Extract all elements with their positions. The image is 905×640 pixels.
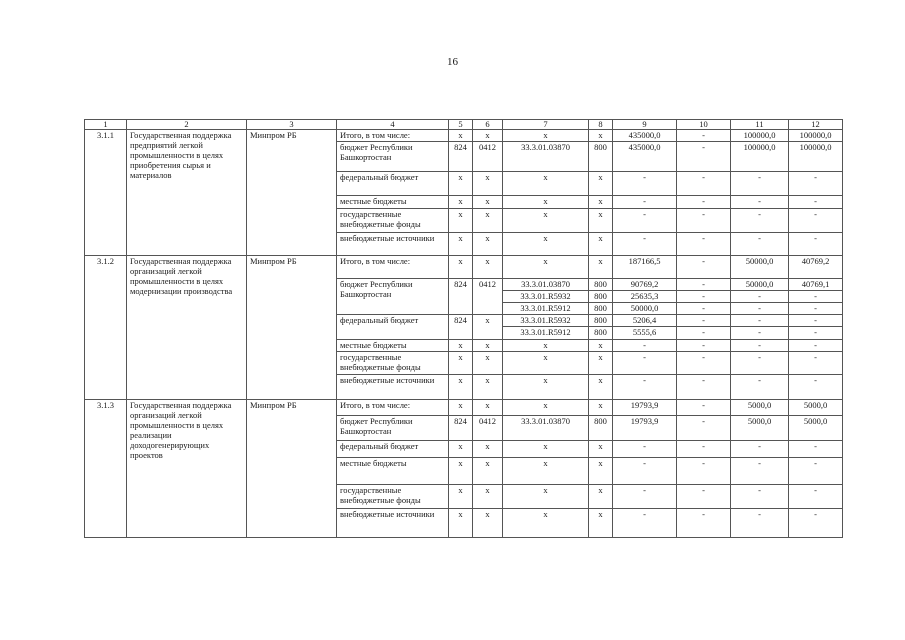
- cell-funding-source: федеральный бюджет: [337, 315, 449, 340]
- cell-item-name: Государственная поддержка организаций легкой промышленности в целях реализации доходогенерирующих проектов: [127, 400, 247, 538]
- cell-grbs-code: х: [449, 458, 473, 485]
- cell-year-12: -: [789, 233, 843, 256]
- cell-section-code: х: [473, 485, 503, 509]
- cell-total: 90769,2: [613, 279, 677, 291]
- cell-grbs-code: х: [449, 509, 473, 538]
- cell-target-article: х: [503, 172, 589, 196]
- cell-year-10: -: [677, 375, 731, 400]
- column-number-12: 12: [789, 120, 843, 130]
- cell-funding-source: Итого, в том числе:: [337, 400, 449, 416]
- cell-year-11: -: [731, 196, 789, 209]
- cell-total: 5206,4: [613, 315, 677, 327]
- cell-grbs-code: х: [449, 130, 473, 142]
- cell-year-11: 5000,0: [731, 416, 789, 441]
- cell-section-code: х: [473, 340, 503, 352]
- cell-year-11: -: [731, 352, 789, 375]
- cell-funding-source: местные бюджеты: [337, 458, 449, 485]
- table-row: [85, 400, 843, 416]
- cell-item-name: Государственная поддержка организаций легкой промышленности в целях модернизации производства: [127, 256, 247, 400]
- table-row: [85, 256, 843, 279]
- cell-grbs-code: х: [449, 196, 473, 209]
- cell-year-11: 100000,0: [731, 130, 789, 142]
- column-number-11: 11: [731, 120, 789, 130]
- column-number-10: 10: [677, 120, 731, 130]
- cell-item-number: 3.1.3: [85, 400, 127, 538]
- cell-grbs-code: х: [449, 375, 473, 400]
- cell-year-10: -: [677, 509, 731, 538]
- cell-year-11: -: [731, 327, 789, 340]
- cell-section-code: х: [473, 315, 503, 340]
- cell-expense-type: 800: [589, 279, 613, 291]
- cell-section-code: х: [473, 172, 503, 196]
- cell-total: -: [613, 233, 677, 256]
- header-row: [85, 120, 843, 130]
- cell-year-10: -: [677, 196, 731, 209]
- cell-expense-type: х: [589, 233, 613, 256]
- cell-target-article: 33.3.01.03870: [503, 142, 589, 172]
- cell-total: 25635,3: [613, 291, 677, 303]
- cell-expense-type: х: [589, 485, 613, 509]
- cell-executor: Минпром РБ: [247, 400, 337, 538]
- cell-funding-source: внебюджетные источники: [337, 375, 449, 400]
- cell-year-11: -: [731, 375, 789, 400]
- cell-year-11: 100000,0: [731, 142, 789, 172]
- cell-year-12: -: [789, 315, 843, 327]
- cell-year-12: -: [789, 291, 843, 303]
- cell-expense-type: 800: [589, 303, 613, 315]
- column-number-8: 8: [589, 120, 613, 130]
- cell-year-10: -: [677, 233, 731, 256]
- cell-grbs-code: х: [449, 233, 473, 256]
- cell-year-10: -: [677, 340, 731, 352]
- cell-expense-type: х: [589, 458, 613, 485]
- cell-target-article: х: [503, 233, 589, 256]
- cell-grbs-code: 824: [449, 142, 473, 172]
- cell-grbs-code: х: [449, 256, 473, 279]
- cell-year-11: -: [731, 315, 789, 327]
- cell-expense-type: 800: [589, 291, 613, 303]
- cell-target-article: 33.3.01.R5912: [503, 303, 589, 315]
- column-number-6: 6: [473, 120, 503, 130]
- cell-grbs-code: х: [449, 485, 473, 509]
- cell-year-10: -: [677, 327, 731, 340]
- cell-expense-type: х: [589, 256, 613, 279]
- cell-year-10: -: [677, 485, 731, 509]
- cell-year-12: 5000,0: [789, 416, 843, 441]
- cell-year-12: -: [789, 209, 843, 233]
- cell-year-10: -: [677, 303, 731, 315]
- cell-grbs-code: х: [449, 441, 473, 458]
- cell-grbs-code: х: [449, 400, 473, 416]
- cell-target-article: 33.3.01.03870: [503, 279, 589, 291]
- cell-expense-type: 800: [589, 327, 613, 340]
- cell-target-article: х: [503, 196, 589, 209]
- cell-expense-type: 800: [589, 142, 613, 172]
- cell-funding-source: Итого, в том числе:: [337, 130, 449, 142]
- cell-year-12: 40769,1: [789, 279, 843, 291]
- cell-total: -: [613, 352, 677, 375]
- cell-total: -: [613, 172, 677, 196]
- cell-year-12: 40769,2: [789, 256, 843, 279]
- cell-total: -: [613, 509, 677, 538]
- cell-grbs-code: х: [449, 352, 473, 375]
- cell-expense-type: 800: [589, 416, 613, 441]
- cell-year-11: -: [731, 172, 789, 196]
- cell-year-11: -: [731, 340, 789, 352]
- cell-section-code: х: [473, 352, 503, 375]
- cell-grbs-code: 824: [449, 279, 473, 315]
- cell-total: 5555,6: [613, 327, 677, 340]
- cell-year-12: -: [789, 441, 843, 458]
- cell-expense-type: х: [589, 441, 613, 458]
- cell-section-code: 0412: [473, 142, 503, 172]
- cell-expense-type: х: [589, 130, 613, 142]
- cell-grbs-code: х: [449, 209, 473, 233]
- column-number-9: 9: [613, 120, 677, 130]
- cell-year-11: -: [731, 485, 789, 509]
- cell-year-10: -: [677, 209, 731, 233]
- cell-year-12: 100000,0: [789, 130, 843, 142]
- cell-year-12: -: [789, 458, 843, 485]
- cell-year-11: -: [731, 291, 789, 303]
- cell-section-code: х: [473, 441, 503, 458]
- cell-year-10: -: [677, 400, 731, 416]
- cell-target-article: х: [503, 458, 589, 485]
- cell-total: 19793,9: [613, 400, 677, 416]
- cell-funding-source: внебюджетные источники: [337, 233, 449, 256]
- cell-item-name: Государственная поддержка предприятий легкой промышленности в целях приобретения сырья и материалов: [127, 130, 247, 256]
- cell-section-code: 0412: [473, 416, 503, 441]
- cell-year-12: -: [789, 352, 843, 375]
- cell-year-11: -: [731, 509, 789, 538]
- cell-year-10: -: [677, 416, 731, 441]
- cell-target-article: 33.3.01.R5932: [503, 291, 589, 303]
- cell-year-12: -: [789, 172, 843, 196]
- cell-total: 19793,9: [613, 416, 677, 441]
- cell-funding-source: местные бюджеты: [337, 340, 449, 352]
- cell-total: -: [613, 375, 677, 400]
- column-number-5: 5: [449, 120, 473, 130]
- column-number-2: 2: [127, 120, 247, 130]
- cell-funding-source: государственные внебюджетные фонды: [337, 485, 449, 509]
- cell-target-article: 33.3.01.R5932: [503, 315, 589, 327]
- cell-expense-type: х: [589, 509, 613, 538]
- cell-section-code: х: [473, 130, 503, 142]
- cell-year-11: 50000,0: [731, 279, 789, 291]
- cell-grbs-code: 824: [449, 315, 473, 340]
- cell-total: 50000,0: [613, 303, 677, 315]
- cell-section-code: х: [473, 209, 503, 233]
- cell-year-12: -: [789, 485, 843, 509]
- cell-year-10: -: [677, 142, 731, 172]
- cell-funding-source: бюджет Республики Башкортостан: [337, 279, 449, 315]
- cell-year-11: 5000,0: [731, 400, 789, 416]
- cell-year-11: -: [731, 209, 789, 233]
- cell-funding-source: федеральный бюджет: [337, 441, 449, 458]
- cell-expense-type: х: [589, 400, 613, 416]
- cell-year-11: -: [731, 303, 789, 315]
- cell-target-article: х: [503, 441, 589, 458]
- cell-section-code: х: [473, 509, 503, 538]
- cell-grbs-code: 824: [449, 416, 473, 441]
- cell-target-article: 33.3.01.03870: [503, 416, 589, 441]
- cell-year-10: -: [677, 256, 731, 279]
- cell-year-10: -: [677, 315, 731, 327]
- cell-target-article: х: [503, 256, 589, 279]
- cell-funding-source: государственные внебюджетные фонды: [337, 352, 449, 375]
- budget-table: [84, 119, 843, 538]
- cell-section-code: х: [473, 375, 503, 400]
- table-row: [85, 130, 843, 142]
- cell-total: 435000,0: [613, 142, 677, 172]
- cell-year-12: 5000,0: [789, 400, 843, 416]
- column-number-3: 3: [247, 120, 337, 130]
- cell-year-11: -: [731, 441, 789, 458]
- cell-total: -: [613, 196, 677, 209]
- column-number-4: 4: [337, 120, 449, 130]
- cell-target-article: х: [503, 209, 589, 233]
- cell-total: -: [613, 485, 677, 509]
- cell-target-article: х: [503, 130, 589, 142]
- cell-year-10: -: [677, 291, 731, 303]
- cell-year-12: -: [789, 340, 843, 352]
- cell-total: 187166,5: [613, 256, 677, 279]
- cell-year-10: -: [677, 172, 731, 196]
- cell-year-10: -: [677, 352, 731, 375]
- cell-year-11: 50000,0: [731, 256, 789, 279]
- column-number-1: 1: [85, 120, 127, 130]
- cell-section-code: х: [473, 196, 503, 209]
- cell-section-code: х: [473, 233, 503, 256]
- cell-year-10: -: [677, 458, 731, 485]
- cell-year-10: -: [677, 130, 731, 142]
- cell-expense-type: х: [589, 340, 613, 352]
- page-number: 16: [447, 56, 458, 68]
- cell-funding-source: федеральный бюджет: [337, 172, 449, 196]
- cell-year-11: -: [731, 458, 789, 485]
- cell-year-12: -: [789, 303, 843, 315]
- cell-year-12: -: [789, 509, 843, 538]
- cell-grbs-code: х: [449, 172, 473, 196]
- cell-total: -: [613, 340, 677, 352]
- cell-section-code: х: [473, 458, 503, 485]
- cell-year-12: -: [789, 196, 843, 209]
- cell-total: -: [613, 441, 677, 458]
- cell-target-article: х: [503, 485, 589, 509]
- cell-funding-source: государственные внебюджетные фонды: [337, 209, 449, 233]
- cell-target-article: 33.3.01.R5912: [503, 327, 589, 340]
- cell-grbs-code: х: [449, 340, 473, 352]
- cell-funding-source: бюджет Республики Башкортостан: [337, 142, 449, 172]
- cell-item-number: 3.1.2: [85, 256, 127, 400]
- cell-total: 435000,0: [613, 130, 677, 142]
- cell-year-11: -: [731, 233, 789, 256]
- cell-total: -: [613, 458, 677, 485]
- cell-executor: Минпром РБ: [247, 256, 337, 400]
- cell-expense-type: х: [589, 172, 613, 196]
- cell-section-code: х: [473, 400, 503, 416]
- cell-year-10: -: [677, 279, 731, 291]
- cell-executor: Минпром РБ: [247, 130, 337, 256]
- cell-target-article: х: [503, 340, 589, 352]
- cell-expense-type: х: [589, 196, 613, 209]
- cell-year-12: 100000,0: [789, 142, 843, 172]
- cell-funding-source: внебюджетные источники: [337, 509, 449, 538]
- cell-expense-type: х: [589, 375, 613, 400]
- cell-expense-type: х: [589, 352, 613, 375]
- cell-target-article: х: [503, 375, 589, 400]
- cell-funding-source: бюджет Республики Башкортостан: [337, 416, 449, 441]
- column-number-7: 7: [503, 120, 589, 130]
- cell-expense-type: х: [589, 209, 613, 233]
- cell-target-article: х: [503, 400, 589, 416]
- cell-total: -: [613, 209, 677, 233]
- cell-section-code: х: [473, 256, 503, 279]
- cell-funding-source: местные бюджеты: [337, 196, 449, 209]
- cell-year-10: -: [677, 441, 731, 458]
- cell-target-article: х: [503, 352, 589, 375]
- cell-year-12: -: [789, 327, 843, 340]
- cell-expense-type: 800: [589, 315, 613, 327]
- cell-item-number: 3.1.1: [85, 130, 127, 256]
- cell-year-12: -: [789, 375, 843, 400]
- cell-funding-source: Итого, в том числе:: [337, 256, 449, 279]
- cell-section-code: 0412: [473, 279, 503, 315]
- cell-target-article: х: [503, 509, 589, 538]
